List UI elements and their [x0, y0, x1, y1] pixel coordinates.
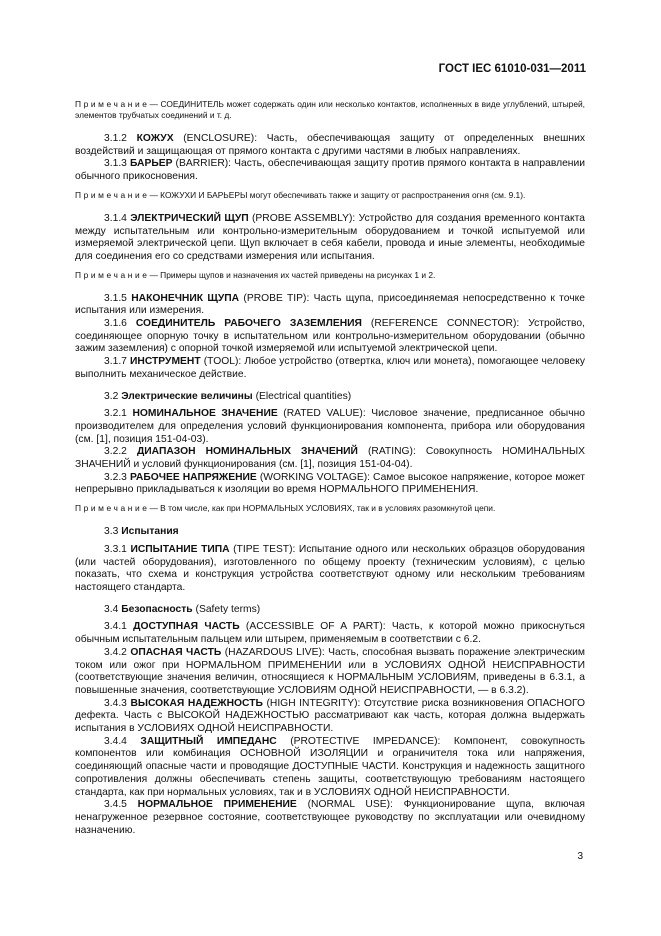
- definition-number: 3.2.3: [104, 471, 127, 483]
- note-text: — КОЖУХИ И БАРЬЕРЫ могут обеспечивать также и защиту от распространения огня (см. 9.1).: [149, 189, 526, 200]
- definition-paragraph: [75, 408, 585, 446]
- section-number: 3.2: [104, 390, 119, 402]
- section-title: Безопасность: [121, 603, 193, 615]
- definition-paragraph: [75, 133, 585, 158]
- note-paragraph: [75, 270, 585, 281]
- definition-text: (HAZARDOUS LIVE): Часть, способная вызвать поражение электрическим током или ожог при НОРМАЛЬНОМ ПРИМЕНЕНИИ или в УСЛОВИЯХ ОДНОЙ НЕИСПРАВНОСТИ (соответствующие значения величин, относящиеся к НОРМАЛЬНЫМ УСЛОВИЯМ, приведены в 6.3.1, а повышенные значения, соответствующие УСЛОВИЯМ ОДНОЙ НЕИСПРАВНОСТИ, — в 6.3.2).: [75, 646, 585, 696]
- definition-number: 3.1.7: [104, 356, 127, 368]
- definition-term: ЭЛЕКТРИЧЕСКИЙ ЩУП: [130, 212, 249, 224]
- definition-text: (ACCESSIBLE OF A PART): Часть, к которой можно прикоснуться обычным испытательным пальцем или штырем, применяемым в соответствии с 6.2.: [75, 621, 585, 646]
- definition-number: 3.1.6: [104, 318, 127, 330]
- definition-paragraph: [75, 356, 585, 381]
- note-paragraph: [75, 190, 585, 201]
- definition-paragraph: [75, 544, 585, 595]
- section-subtitle: (Electrical quantities): [255, 390, 352, 402]
- definition-text: (TOOL): Любое устройство (отвертка, ключ или монета), помогающее человеку выполнить механическое действие.: [75, 356, 585, 380]
- definition-text: (RATING): Совокупность НОМИНАЛЬНЫХ ЗНАЧЕНИЙ и условий функционирования (см. [1], позиция 151-04-04).: [75, 446, 585, 471]
- section-title: Испытания: [121, 526, 179, 538]
- definition-number: 3.4.3: [104, 697, 127, 709]
- definition-term: НАКОНЕЧНИК ЩУПА: [131, 292, 240, 304]
- section-title: Электрические величины: [121, 390, 253, 402]
- definition-number: 3.2.2: [104, 446, 127, 458]
- definition-number: 3.1.4: [104, 212, 127, 224]
- definition-text: (HIGH INTEGRITY): Отсутствие риска возникновения ОПАСНОГО дефекта. Часть с ВЫСОКОЙ НАДЕЖНОСТЬЮ рассматривают как часть, которая должна выдержать испытания в УСЛОВИЯХ ОДНОЙ НЕИСПРАВНОСТИ.: [75, 697, 585, 735]
- definition-paragraph: [75, 472, 585, 497]
- definition-term: ЗАЩИТНЫЙ ИМПЕДАНС: [140, 735, 277, 747]
- definition-term: ОПАСНАЯ ЧАСТЬ: [130, 646, 222, 658]
- definition-paragraph: [75, 318, 585, 356]
- definition-text: (BARRIER): Часть, обеспечивающая защиту против прямого контакта в направлении обычного прикосновения.: [75, 158, 585, 183]
- definition-paragraph: [75, 799, 585, 837]
- note-text: — Примеры щупов и назначения их частей приведены на рисунках 1 и 2.: [149, 269, 436, 280]
- note-label: Примечание: [75, 269, 150, 280]
- page-number: 3: [577, 851, 583, 862]
- note-text: — В том числе, как при НОРМАЛЬНЫХ УСЛОВИЯХ, так и в условиях разомкнутой цепи.: [149, 503, 496, 514]
- definition-term: СОЕДИНИТЕЛЬ РАБОЧЕГО ЗАЗЕМЛЕНИЯ: [135, 318, 362, 330]
- definition-text: (NORMAL USE): Функционирование щупа, включая ненагруженное резервное состояние, соответствующее руководству по эксплуатации или очевидному назначению.: [75, 799, 585, 836]
- section-heading: [75, 604, 585, 617]
- definition-number: 3.2.1: [104, 408, 127, 420]
- definition-text: (TIPE TEST): Испытание одного или нескольких образцов оборудования (или частей оборудования), изготовленного по общему проекту (техническим условиям), с целью показать, что схема и конструкция устройства соответствуют одному или нескольким требованиям настоящего стандарта.: [75, 543, 585, 593]
- definition-number: 3.1.2: [104, 133, 127, 144]
- definition-paragraph: [75, 213, 585, 264]
- definition-paragraph: [75, 698, 585, 736]
- definition-number: 3.4.5: [104, 799, 127, 811]
- definition-term: ВЫСОКАЯ НАДЕЖНОСТЬ: [130, 697, 263, 709]
- definition-number: 3.4.2: [104, 646, 127, 658]
- document-body: [75, 93, 585, 837]
- note-paragraph: [75, 503, 585, 514]
- note-paragraph: [75, 99, 585, 121]
- document-header: ГОСТ IEC 61010-031—2011: [438, 63, 586, 75]
- definition-term: НОМИНАЛЬНОЕ ЗНАЧЕНИЕ: [132, 408, 278, 420]
- definition-term: НОРМАЛЬНОЕ ПРИМЕНЕНИЕ: [137, 799, 297, 811]
- definition-term: ИСПЫТАНИЕ ТИПА: [130, 543, 230, 555]
- definition-paragraph: [75, 446, 585, 471]
- definition-text: (PROTECTIVE IMPEDANCE): Компонент, совокупность компонентов или комбинация ОСНОВНОЙ ИЗОЛЯЦИИ и ограничителя тока или напряжения, соединяющий опасные части и проводящие ДОСТУПНЫЕ ЧАСТИ. Конструкция и надежность защитного сопротивления должны обеспечивать степень защиты, соответствующую требованиям настоящего стандарта, как при нормальных условиях, так и в УСЛОВИЯХ ОДНОЙ НЕИСПРАВНОСТИ.: [75, 735, 585, 798]
- definition-paragraph: [75, 736, 585, 800]
- definition-number: 3.4.1: [104, 621, 127, 633]
- definition-paragraph: [75, 647, 585, 698]
- section-number: 3.4: [104, 603, 119, 615]
- note-label: Примечание: [75, 189, 150, 200]
- note-text: — СОЕДИНИТЕЛЬ может содержать один или несколько контактов, исполненных в виде углублений, штырей, элементов трубчатых соединений и т. д.: [75, 99, 585, 120]
- section-heading: [75, 391, 585, 404]
- definition-paragraph: [75, 293, 585, 318]
- definition-term: ДОСТУПНАЯ ЧАСТЬ: [133, 621, 240, 633]
- definition-text: (PROBE ASSEMBLY): Устройство для создания временного контакта между испытательным или контрольно-измерительным оборудованием и точкой испытуемой или измеряемой электрической цепи. Щуп включает в себя кабели, провода и иные элементы, необходимые для соединения его со средствами измерения или испытания.: [75, 212, 585, 262]
- definition-text: (WORKING VOLTAGE): Самое высокое напряжение, которое может непрерывно прикладываться к изоляции во время НОРМАЛЬНОГО ПРИМЕНЕНИЯ.: [75, 471, 585, 496]
- definition-text: (REFERENCE CONNECTOR): Устройство, соединяющее опорную точку в испытательном или контрольно-измерительном оборудовании (обычно зажим заземления) с опорной точкой измеряемой или испытуемой электрической цепи.: [75, 318, 585, 355]
- definition-text: (RATED VALUE): Числовое значение, предписанное обычно производителем для определения условий функционирования компонента, прибора или оборудования (см. [1], позиция 151-04-03).: [75, 408, 585, 445]
- section-number: 3.3: [104, 526, 119, 538]
- definition-term: РАБОЧЕЕ НАПРЯЖЕНИЕ: [129, 471, 257, 483]
- note-label: Примечание: [75, 99, 150, 109]
- definition-text: (PROBE TIP): Часть щупа, присоединяемая непосредственно к точке испытания или измерения.: [75, 292, 585, 317]
- definition-paragraph: [75, 621, 585, 646]
- definition-term: ИНСТРУМЕНТ: [130, 356, 201, 368]
- definition-paragraph: [75, 158, 585, 183]
- definition-number: 3.1.3: [104, 158, 127, 170]
- definition-term: ДИАПАЗОН НОМИНАЛЬНЫХ ЗНАЧЕНИЙ: [136, 446, 358, 458]
- definition-number: 3.3.1: [104, 543, 127, 555]
- section-heading: [75, 526, 585, 539]
- section-subtitle: (Safety terms): [195, 603, 261, 615]
- definition-number: 3.1.5: [104, 292, 127, 304]
- note-label: Примечание: [75, 503, 150, 514]
- definition-number: 3.4.4: [104, 735, 127, 747]
- definition-text: (ENCLOSURE): Часть, обеспечивающая защиту от определенных внешних воздействий и защищающая от прямого контакта с другими частями в любых направлениях.: [75, 133, 585, 157]
- definition-term: КОЖУХ: [136, 133, 174, 144]
- definition-term: БАРЬЕР: [130, 158, 173, 170]
